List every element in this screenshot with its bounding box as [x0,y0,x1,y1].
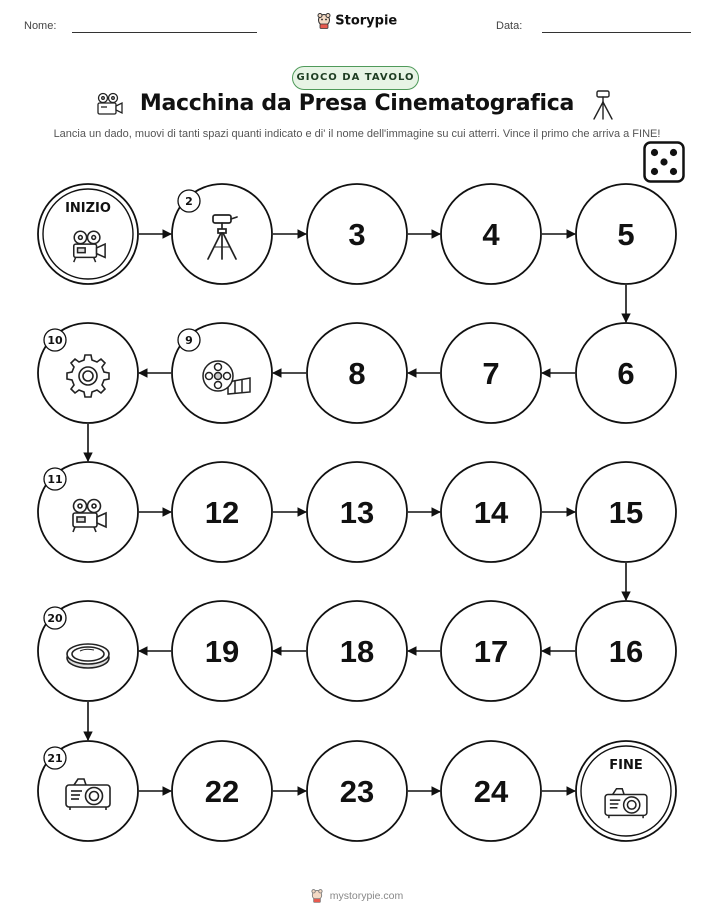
space-number: 6 [617,356,635,391]
board-space-1[interactable] [38,184,138,284]
date-label: Data: [496,20,523,32]
space-number: 11 [47,473,63,486]
board-space-8[interactable] [307,323,407,423]
board-space-22[interactable] [172,741,272,841]
board-space-17[interactable] [441,601,541,701]
space-number: 13 [339,495,375,530]
instructions: Lancia un dado, muovi di tanti spazi quanti indicato e di' il nome dell'immagine su cui atterri. Vince il primo che arriva a FINE! [53,128,661,140]
board-space-20[interactable] [38,601,138,701]
board-space-15[interactable] [576,462,676,562]
board-space-18[interactable] [307,601,407,701]
board-spaces [38,184,676,841]
space-circle [576,741,676,841]
board-space-12[interactable] [172,462,272,562]
page-title: Macchina da Presa Cinematografica [139,91,575,116]
space-number: 3 [348,217,366,252]
board-space-7[interactable] [441,323,541,423]
board-space-5[interactable] [576,184,676,284]
space-number: 21 [47,752,63,765]
board-space-19[interactable] [172,601,272,701]
space-number: 19 [204,634,240,669]
space-number: 23 [339,774,375,809]
brand-name: Storypie [335,13,398,29]
board-space-3[interactable] [307,184,407,284]
name-label: Nome: [24,20,57,32]
board-space-4[interactable] [441,184,541,284]
space-number: 14 [473,495,509,530]
space-number: 8 [348,356,366,391]
space-number: 17 [473,634,509,669]
board-space-13[interactable] [307,462,407,562]
space-number: 12 [204,495,240,530]
space-number: 4 [482,217,500,252]
space-number: 9 [185,334,193,347]
board-space-16[interactable] [576,601,676,701]
space-number: 16 [608,634,644,669]
space-number: 22 [204,774,240,809]
board-space-25[interactable] [576,741,676,841]
board-space-23[interactable] [307,741,407,841]
board-space-9[interactable] [172,323,272,423]
finish-label: FINE [609,758,643,773]
board-space-10[interactable] [38,323,138,423]
footer-url: mystorypie.com [329,889,404,902]
space-number: 5 [617,217,635,252]
board-space-14[interactable] [441,462,541,562]
board-space-6[interactable] [576,323,676,423]
board-space-2[interactable] [172,184,272,284]
space-number: 2 [185,195,193,208]
start-label: INIZIO [65,201,111,216]
footer [0,889,714,903]
space-number: 7 [482,356,500,391]
gear-icon [67,355,109,397]
space-number: 10 [47,334,63,347]
storypie-logo-icon [311,889,323,903]
space-number: 24 [473,774,509,809]
board-space-24[interactable] [441,741,541,841]
space-number: 18 [339,634,375,669]
space-number: 20 [47,612,63,625]
lens-filter-icon [67,644,109,668]
category-badge: GIOCO DA TAVOLO [292,66,419,90]
board-space-11[interactable] [38,462,138,562]
board-space-21[interactable] [38,741,138,841]
space-number: 15 [608,495,644,530]
